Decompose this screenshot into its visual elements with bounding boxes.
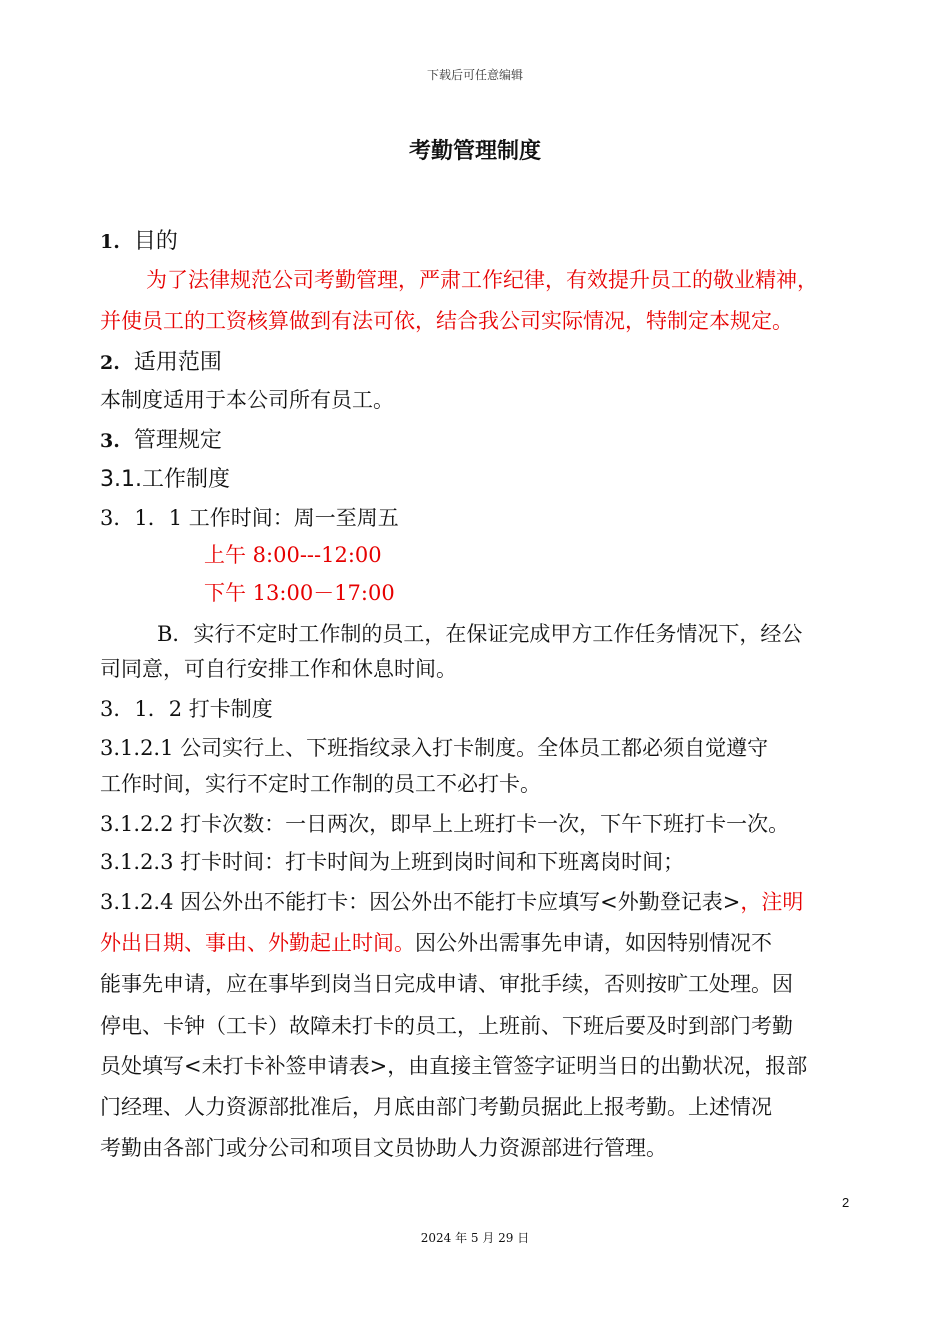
- paragraph-line: 门经理、人力资源部批准后，月底由部门考勤员据此上报考勤。上述情况: [100, 1095, 772, 1119]
- section-title: 适用范围: [133, 350, 222, 375]
- subsection-heading: 3.1.工作制度: [100, 467, 230, 492]
- section-title: 管理规定: [133, 428, 222, 453]
- paragraph-line: 并使员工的工资核算做到有法可依，结合我公司实际情况，特制定本规定。: [100, 309, 793, 333]
- paragraph-line: B．实行不定时工作制的员工，在保证完成甲方工作任务情况下，经公: [157, 622, 803, 646]
- page-number: 2: [842, 1195, 850, 1210]
- text-run-highlight: ，注明: [740, 890, 804, 914]
- section-title: 目的: [133, 229, 178, 254]
- section-number: 1.: [100, 231, 120, 253]
- paragraph-line: 为了法律规范公司考勤管理，严肃工作纪律，有效提升员工的敬业精神，: [146, 268, 818, 292]
- paragraph-line: 能事先申请，应在事毕到岗当日完成申请、审批手续，否则按旷工处理。因: [100, 972, 793, 996]
- paragraph-line: 员处填写<未打卡补签申请表>，由直接主管签字证明当日的出勤状况，报部: [100, 1054, 808, 1078]
- paragraph-line: 3.1.2.3 打卡时间：打卡时间为上班到岗时间和下班离岗时间；: [100, 850, 685, 874]
- schedule-afternoon: 下午 13:00－17:00: [204, 581, 395, 605]
- paragraph-line: [100, 927, 772, 957]
- paragraph-line: 3.1.2.1 公司实行上、下班指纹录入打卡制度。全体员工都必须自觉遵守: [100, 736, 769, 760]
- paragraph-line: 停电、卡钟（工卡）故障未打卡的员工，上班前、下班后要及时到部门考勤: [100, 1014, 793, 1038]
- section-number: 3.: [100, 430, 120, 452]
- paragraph-line: 工作时间，实行不定时工作制的员工不必打卡。: [100, 772, 541, 796]
- text-run: 3.1.2.4 因公外出不能打卡：因公外出不能打卡应填写<外勤登记表>: [100, 890, 741, 914]
- paragraph-line: 3.1.2.2 打卡次数：一日两次，即早上上班打卡一次，下午下班打卡一次。: [100, 812, 790, 836]
- paragraph-line: 3．1．2 打卡制度: [100, 697, 273, 721]
- text-run-highlight: 外出日期、事由、外勤起止时间。: [100, 931, 415, 955]
- section-number: 2.: [100, 352, 120, 374]
- paragraph-line: [100, 886, 803, 916]
- section-1-heading: [100, 224, 178, 255]
- paragraph-line: 3．1．1 工作时间：周一至周五: [100, 506, 399, 530]
- text-run: 因公外出需事先申请，如因特别情况不: [415, 931, 772, 955]
- paragraph-line: 本制度适用于本公司所有员工。: [100, 388, 394, 412]
- footer-date: 2024 年 5 月 29 日: [420, 1231, 530, 1245]
- paragraph-line: 司同意，可自行安排工作和休息时间。: [100, 657, 457, 681]
- schedule-morning: 上午 8:00---12:00: [204, 543, 382, 567]
- paragraph-line: 考勤由各部门或分公司和项目文员协助人力资源部进行管理。: [100, 1136, 667, 1160]
- section-3-heading: [100, 423, 222, 454]
- page-header: 下载后可任意编辑: [426, 68, 523, 82]
- document-title: 考勤管理制度: [408, 139, 541, 164]
- section-2-heading: [100, 345, 222, 376]
